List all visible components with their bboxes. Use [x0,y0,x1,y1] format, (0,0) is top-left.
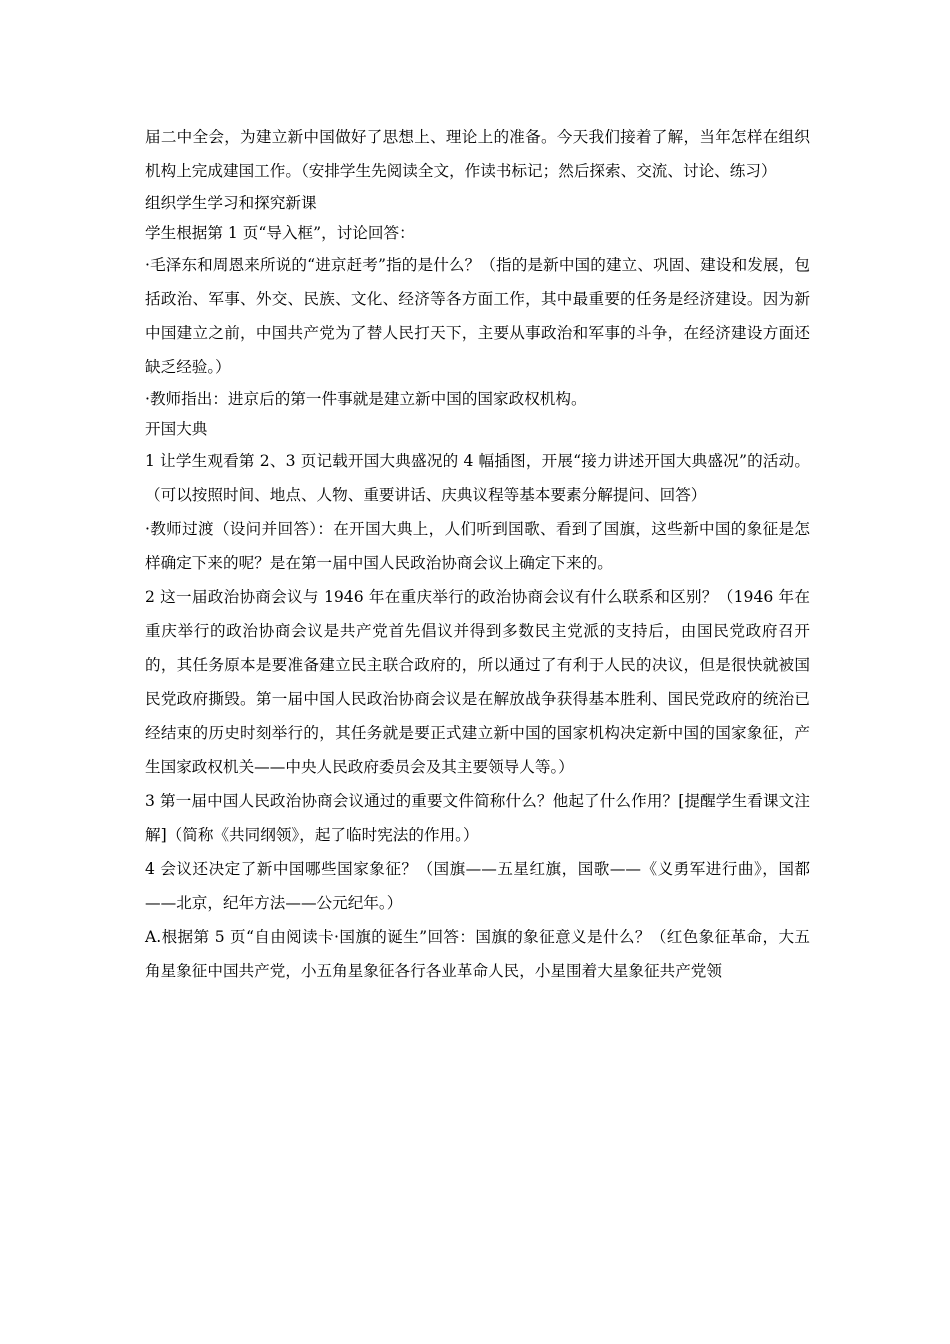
document-body [145,120,810,988]
paragraph-item-a: A.根据第 5 页“自由阅读卡·国旗的诞生”回答：国旗的象征意义是什么？（红色象征革命，大五角星象征中国共产党，小五角星象征各行各业革命人民，小星围着大星象征共产党领 [145,928,810,980]
paragraph-guide-box: 学生根据第 1 页“导入框”，讨论回答： [145,224,415,242]
section-heading-founding-ceremony: 开国大典 [145,420,208,438]
paragraph-exam-question: ·毛泽东和周恩来所说的“进京赶考”指的是什么？（指的是新中国的建立、巩固、建设和发展，包括政治、军事、外交、民族、文化、经济等各方面工作，其中最重要的任务是经济建设。因为新中国建立之前，中国共产党为了替人民打天下，主要从事政治和军事的斗争，在经济建设方面还缺乏经验。） [145,256,810,376]
paragraph-teacher-note: ·教师指出：进京后的第一件事就是建立新中国的国家政权机构。 [145,390,587,408]
paragraph-item-4: 4 会议还决定了新中国哪些国家象征？（国旗——五星红旗，国歌——《义勇军进行曲》，国都——北京，纪年方法——公元纪年。） [145,860,810,912]
paragraph-teacher-transition: ·教师过渡（设问并回答）：在开国大典上，人们听到国歌、看到了国旗，这些新中国的象征是怎样确定下来的呢？是在第一届中国人民政治协商会议上确定下来的。 [145,520,810,572]
paragraph-item-1: 1 让学生观看第 2、3 页记载开国大典盛况的 4 幅插图，开展“接力讲述开国大典盛况”的活动。（可以按照时间、地点、人物、重要讲话、庆典议程等基本要素分解提问、回答） [145,452,810,504]
section-heading-new-lesson: 组织学生学习和探究新课 [145,194,317,212]
paragraph-item-3: 3 第一届中国人民政治协商会议通过的重要文件简称什么？他起了什么作用？[提醒学生看课文注解]（简称《共同纲领》，起了临时宪法的作用。） [145,792,810,844]
paragraph-item-2: 2 这一届政治协商会议与 1946 年在重庆举行的政治协商会议有什么联系和区别？（1946 年在重庆举行的政治协商会议是共产党首先倡议并得到多数民主党派的支持后，由国民党政府召开的，其任务原本是要准备建立民主联合政府的，所以通过了有利于人民的决议，但是很快就被国民党政府撕毁。第一届中国人民政治协商会议是在解放战争获得基本胜利、国民党政府的统治已经结束的历史时刻举行的，其任务就是要正式建立新中国的国家机构决定新中国的国家象征，产生国家政权机关——中央人民政府委员会及其主要领导人等。） [145,588,810,776]
paragraph-intro-continued: 届二中全会，为建立新中国做好了思想上、理论上的准备。今天我们接着了解，当年怎样在组织机构上完成建国工作。（安排学生先阅读全文，作读书标记；然后探索、交流、讨论、练习） [145,128,810,180]
